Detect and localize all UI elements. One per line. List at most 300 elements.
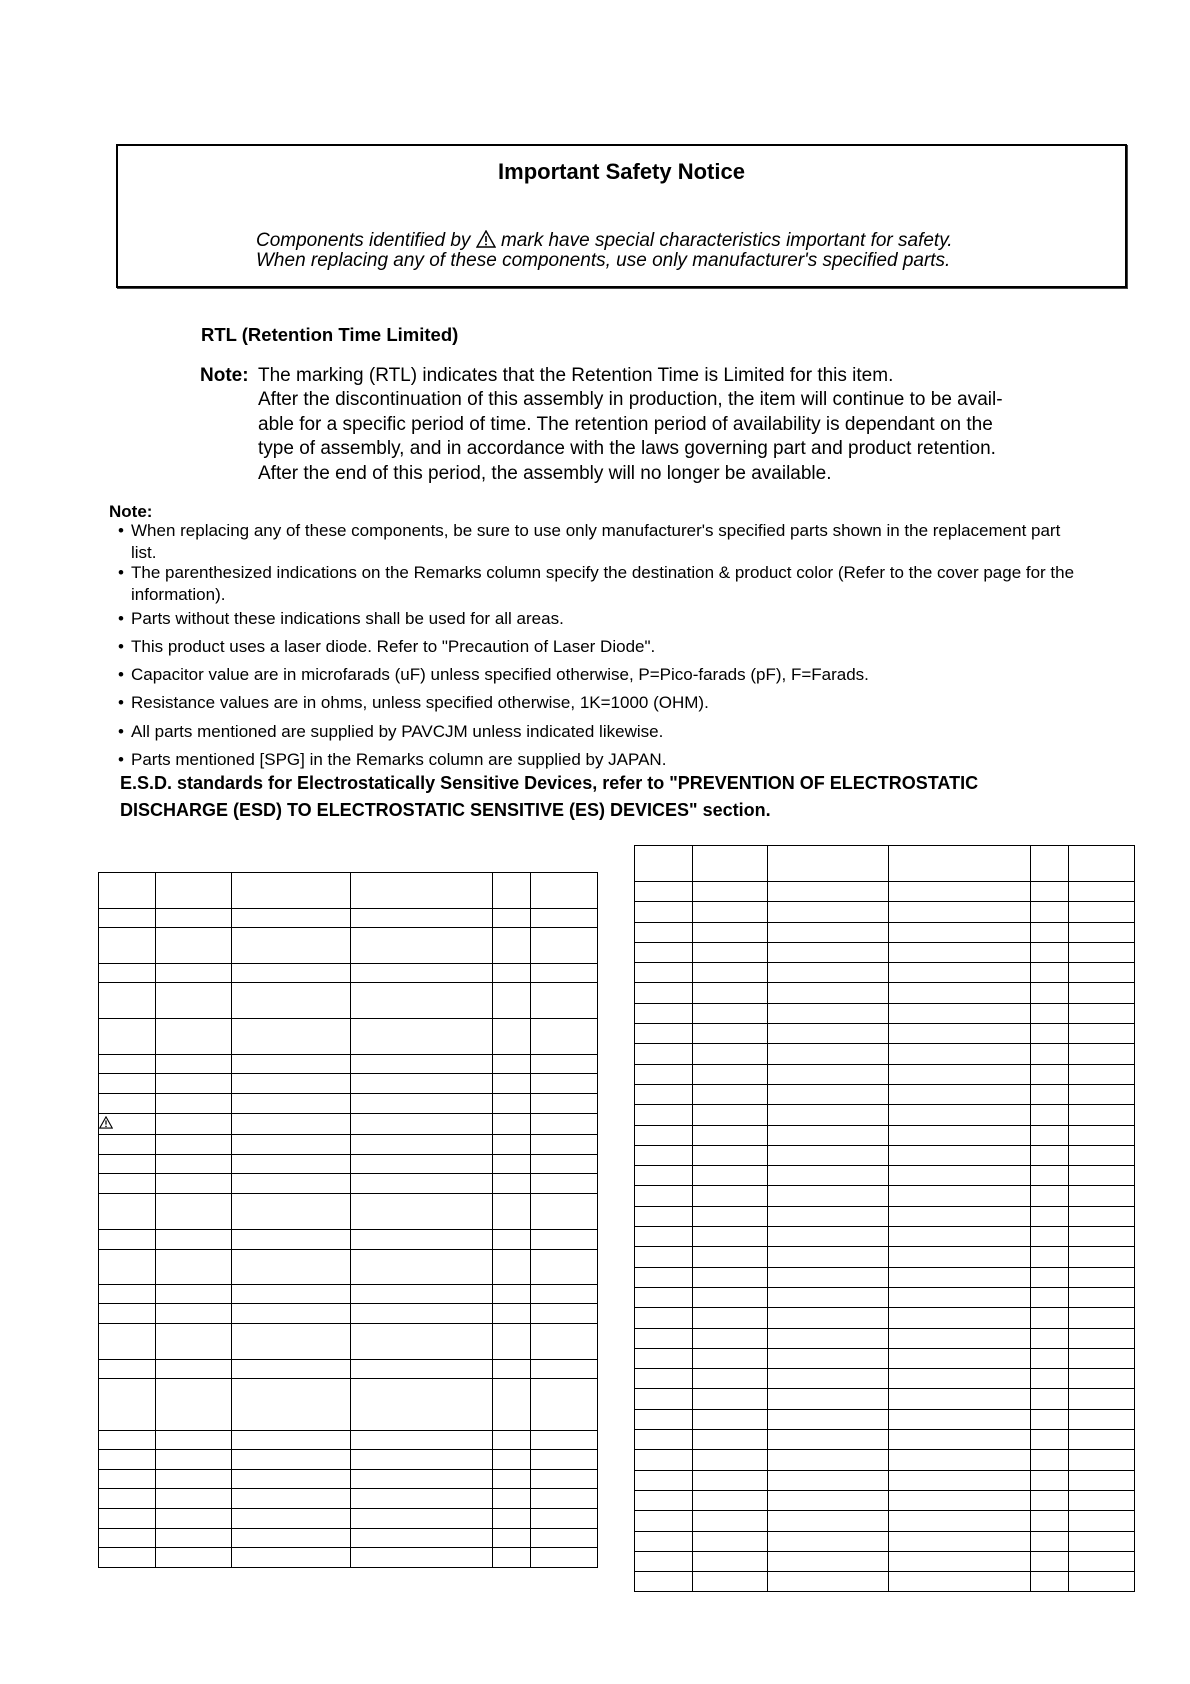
table-cell: [1069, 1470, 1135, 1490]
table-cell: [531, 1529, 598, 1548]
table-row: [99, 1114, 598, 1135]
table-cell: [156, 1324, 232, 1360]
esd-notice-line: DISCHARGE (ESD) TO ELECTROSTATIC SENSITIVE (ES) DEVICES" section.: [120, 800, 771, 820]
table-cell: [531, 1285, 598, 1304]
table-cell: [156, 1114, 232, 1135]
table-row: [635, 902, 1135, 922]
table-cell: [156, 1489, 232, 1509]
table-cell: [635, 846, 693, 882]
table-cell: [531, 1155, 598, 1174]
table-cell: [156, 1470, 232, 1489]
table-cell: [99, 1055, 156, 1074]
table-row: [635, 1409, 1135, 1429]
table-cell: [351, 928, 493, 964]
table-cell: [693, 1186, 768, 1206]
table-cell: [351, 1431, 493, 1450]
table-row: [635, 1572, 1135, 1592]
table-cell: [99, 1250, 156, 1285]
table-cell: [635, 1267, 693, 1287]
table-cell: [531, 873, 598, 909]
table-cell: [156, 909, 232, 928]
table-cell: [1031, 1409, 1069, 1429]
table-cell: [693, 882, 768, 902]
table-cell: [889, 1044, 1031, 1064]
table-cell: [531, 1548, 598, 1568]
table-cell: [1069, 1511, 1135, 1531]
table-row: [99, 1324, 598, 1360]
table-cell: [693, 1247, 768, 1267]
table-row: [635, 1024, 1135, 1044]
table-cell: [1069, 1450, 1135, 1470]
table-cell: [531, 1194, 598, 1230]
table-cell: [635, 1531, 693, 1551]
table-cell: [99, 1379, 156, 1431]
table-cell: [889, 1328, 1031, 1348]
table-cell: [635, 1308, 693, 1328]
bullet-icon: •: [118, 609, 124, 628]
table-cell: [889, 1409, 1031, 1429]
table-cell: [493, 1285, 531, 1304]
table-cell: [99, 1019, 156, 1055]
table-cell: [493, 1450, 531, 1470]
table-cell: [232, 1470, 351, 1489]
bullet-icon: •: [118, 665, 124, 684]
table-cell: [493, 1324, 531, 1360]
notes-label: Note:: [109, 502, 153, 521]
table-cell: [889, 1369, 1031, 1389]
table-cell: [1031, 1125, 1069, 1145]
table-row: [99, 1489, 598, 1509]
table-cell: [889, 1227, 1031, 1247]
table-cell: [531, 1304, 598, 1324]
table-cell: [693, 1064, 768, 1084]
table-cell: [693, 1105, 768, 1125]
table-cell: [493, 1470, 531, 1489]
table-row: [635, 1227, 1135, 1247]
table-cell: [889, 902, 1031, 922]
table-cell: [768, 1186, 889, 1206]
table-cell: [1069, 1227, 1135, 1247]
table-cell: [693, 1003, 768, 1023]
table-cell: [99, 1230, 156, 1250]
table-cell: [232, 1431, 351, 1450]
table-cell: [493, 1250, 531, 1285]
table-row: [635, 1084, 1135, 1104]
table-cell: [531, 1019, 598, 1055]
table-cell: [351, 1379, 493, 1431]
table-row: [635, 1247, 1135, 1267]
note-item-text: information).: [131, 585, 226, 604]
table-cell: [1031, 1308, 1069, 1328]
table-cell: [351, 1019, 493, 1055]
table-cell: [768, 1572, 889, 1592]
table-cell: [693, 1287, 768, 1307]
table-cell: [351, 1174, 493, 1194]
table-cell: [1069, 1267, 1135, 1287]
table-row: [635, 1348, 1135, 1368]
table-cell: [156, 1074, 232, 1094]
table-row: [99, 1379, 598, 1431]
rtl-heading: RTL (Retention Time Limited): [201, 324, 459, 345]
table-cell: [1031, 1511, 1069, 1531]
table-cell: [531, 1431, 598, 1450]
rtl-note-label: Note:: [200, 365, 249, 386]
table-cell: [693, 1308, 768, 1328]
table-cell: [768, 1470, 889, 1490]
table-row: [635, 1145, 1135, 1165]
table-cell: [635, 1287, 693, 1307]
table-cell: [635, 1105, 693, 1125]
table-cell: [1031, 1206, 1069, 1226]
table-cell: [768, 1084, 889, 1104]
table-cell: [99, 1324, 156, 1360]
table-cell: [693, 1145, 768, 1165]
table-cell: [1069, 1064, 1135, 1084]
table-header-row: [99, 873, 598, 909]
table-cell: [693, 1430, 768, 1450]
table-row: [635, 1450, 1135, 1470]
table-cell: [1031, 1084, 1069, 1104]
table-cell: [351, 1250, 493, 1285]
table-cell: [493, 1094, 531, 1114]
safety-notice-title: Important Safety Notice: [498, 159, 745, 184]
table-row: [635, 1267, 1135, 1287]
table-cell: [493, 983, 531, 1019]
table-cell: [1031, 1247, 1069, 1267]
table-cell: [1069, 1125, 1135, 1145]
table-cell: [156, 1529, 232, 1548]
table-cell: [351, 1155, 493, 1174]
bullet-icon: •: [118, 563, 124, 582]
table-cell: [635, 1450, 693, 1470]
table-cell: [156, 1055, 232, 1074]
table-row: [635, 1105, 1135, 1125]
table-cell: [232, 1074, 351, 1094]
table-cell: [1031, 983, 1069, 1003]
table-cell: [1069, 1572, 1135, 1592]
table-cell: [351, 1489, 493, 1509]
table-cell: [635, 902, 693, 922]
table-cell: [1031, 1166, 1069, 1186]
table-cell: [493, 1055, 531, 1074]
table-cell: [493, 1114, 531, 1135]
table-cell: [693, 1490, 768, 1510]
table-cell: [635, 1024, 693, 1044]
bullet-icon: •: [118, 750, 124, 769]
table-cell: [493, 1155, 531, 1174]
table-cell: [493, 1431, 531, 1450]
table-cell: [99, 1094, 156, 1114]
table-cell: [493, 1489, 531, 1509]
table-cell: [156, 964, 232, 983]
table-cell: [232, 1055, 351, 1074]
table-header-row: [635, 846, 1135, 882]
table-row: [635, 1389, 1135, 1409]
table-cell: [768, 1531, 889, 1551]
note-item-text: The parenthesized indications on the Remarks column specify the destination & product color (Refer to the cover page for the: [131, 563, 1075, 582]
table-cell: [351, 1304, 493, 1324]
table-cell: [635, 1348, 693, 1368]
table-cell: [1069, 1287, 1135, 1307]
table-cell: [1069, 922, 1135, 942]
table-cell: [768, 1064, 889, 1084]
table-cell: [232, 1019, 351, 1055]
table-row: [99, 983, 598, 1019]
table-cell: [635, 1166, 693, 1186]
table-cell: [1031, 963, 1069, 983]
note-item-text: Resistance values are in ohms, unless specified otherwise, 1K=1000 (OHM).: [131, 693, 709, 712]
table-cell: [156, 1304, 232, 1324]
table-cell: [768, 882, 889, 902]
table-cell: [693, 963, 768, 983]
table-cell: [693, 1389, 768, 1409]
table-cell: [156, 873, 232, 909]
table-cell: [889, 1572, 1031, 1592]
table-row: [99, 1529, 598, 1548]
table-cell: [889, 942, 1031, 962]
table-cell: [1031, 1389, 1069, 1409]
table-cell: [351, 1529, 493, 1548]
table-cell: [99, 1529, 156, 1548]
table-cell: [232, 1114, 351, 1135]
table-cell: [1069, 1389, 1135, 1409]
esd-notice-line: E.S.D. standards for Electrostatically Sensitive Devices, refer to "PREVENTION OF ELECTROSTATIC: [120, 773, 979, 793]
table-cell: [768, 1206, 889, 1226]
table-row: [635, 1206, 1135, 1226]
table-cell: [635, 1247, 693, 1267]
table-cell: [1069, 1531, 1135, 1551]
rtl-line: The marking (RTL) indicates that the Retention Time is Limited for this item.: [258, 365, 894, 386]
table-cell: [493, 1529, 531, 1548]
table-row: [99, 1470, 598, 1489]
table-cell: [351, 1450, 493, 1470]
table-row: [635, 1003, 1135, 1023]
table-cell: [768, 1328, 889, 1348]
table-cell: [99, 1304, 156, 1324]
table-cell: [693, 983, 768, 1003]
table-row: [99, 909, 598, 928]
table-cell: [768, 1287, 889, 1307]
parts-table-left: [98, 872, 598, 1568]
table-cell: [1031, 942, 1069, 962]
table-cell: [1031, 1328, 1069, 1348]
table-cell: [768, 1430, 889, 1450]
table-cell: [99, 1431, 156, 1450]
rtl-line: type of assembly, and in accordance with the laws governing part and product retention.: [258, 438, 996, 459]
table-cell: [768, 1145, 889, 1165]
table-cell: [156, 1155, 232, 1174]
table-cell: [99, 909, 156, 928]
table-cell: [889, 1125, 1031, 1145]
table-cell: [156, 1135, 232, 1155]
table-cell: [889, 1084, 1031, 1104]
table-cell: [531, 1074, 598, 1094]
table-cell: [889, 1511, 1031, 1531]
table-cell: [635, 1206, 693, 1226]
table-cell: [889, 1166, 1031, 1186]
table-cell: [768, 942, 889, 962]
table-row: [99, 1450, 598, 1470]
table-cell: [889, 1389, 1031, 1409]
rtl-line: After the end of this period, the assembly will no longer be available.: [258, 463, 832, 484]
table-cell: [889, 1145, 1031, 1165]
table-cell: [531, 1094, 598, 1114]
table-cell: [351, 964, 493, 983]
table-cell: [768, 1551, 889, 1571]
table-cell: [1031, 922, 1069, 942]
note-item-text: All parts mentioned are supplied by PAVCJM unless indicated likewise.: [131, 722, 664, 741]
table-cell: [232, 1285, 351, 1304]
table-cell: [351, 1470, 493, 1489]
table-cell: [889, 1024, 1031, 1044]
table-cell: [156, 1379, 232, 1431]
table-cell: [768, 1227, 889, 1247]
table-cell: [635, 1084, 693, 1104]
table-cell: [531, 1250, 598, 1285]
table-cell: [889, 1186, 1031, 1206]
table-cell: [889, 1470, 1031, 1490]
table-cell: [351, 983, 493, 1019]
table-cell: [635, 1064, 693, 1084]
table-row: [99, 1285, 598, 1304]
table-cell: [693, 1572, 768, 1592]
table-cell: [99, 928, 156, 964]
table-cell: [156, 1509, 232, 1529]
table-cell: [889, 1551, 1031, 1571]
table-cell: [493, 1548, 531, 1568]
table-cell: [232, 928, 351, 964]
table-row: [635, 983, 1135, 1003]
safety-notice-box: [116, 144, 1127, 288]
table-cell: [768, 1267, 889, 1287]
table-cell: [889, 1003, 1031, 1023]
table-cell: [635, 1186, 693, 1206]
table-cell: [493, 1174, 531, 1194]
table-cell: [635, 1389, 693, 1409]
table-row: [635, 1064, 1135, 1084]
table-cell: [1031, 1044, 1069, 1064]
table-cell: [635, 1125, 693, 1145]
table-row: [99, 1548, 598, 1568]
bullet-icon: •: [118, 722, 124, 741]
table-row: [635, 1308, 1135, 1328]
table-cell: [693, 846, 768, 882]
table-row: [99, 964, 598, 983]
table-cell: [1031, 902, 1069, 922]
table-cell: [99, 1489, 156, 1509]
table-cell: [1031, 1064, 1069, 1084]
table-cell: [99, 873, 156, 909]
table-cell: [232, 1529, 351, 1548]
table-cell: [493, 928, 531, 964]
table-cell: [693, 1551, 768, 1571]
table-cell: [768, 1409, 889, 1429]
table-cell: [156, 1450, 232, 1470]
table-cell: [768, 1003, 889, 1023]
table-cell: [156, 928, 232, 964]
rtl-line: able for a specific period of time. The retention period of availability is dependant on the: [258, 414, 993, 435]
table-cell: [693, 1450, 768, 1470]
table-row: [99, 1074, 598, 1094]
table-cell: [635, 1409, 693, 1429]
table-cell: [351, 1360, 493, 1379]
table-cell: [531, 1174, 598, 1194]
table-cell: [1069, 1409, 1135, 1429]
table-cell: [693, 1125, 768, 1145]
table-cell: [1031, 1287, 1069, 1307]
table-cell: [493, 964, 531, 983]
table-cell: [351, 1230, 493, 1250]
table-cell: [1031, 1227, 1069, 1247]
table-cell: [99, 1074, 156, 1094]
table-cell: [693, 1470, 768, 1490]
table-cell: [768, 1369, 889, 1389]
table-cell: [1069, 1369, 1135, 1389]
table-cell: [768, 1044, 889, 1064]
table-cell: [156, 1285, 232, 1304]
table-cell: [99, 1155, 156, 1174]
table-cell: [889, 1287, 1031, 1307]
table-cell: [1031, 1145, 1069, 1165]
table-cell: [1069, 1206, 1135, 1226]
table-cell: [156, 1230, 232, 1250]
table-cell: [99, 964, 156, 983]
table-cell: [232, 1230, 351, 1250]
note-item-text: Parts mentioned [SPG] in the Remarks column are supplied by JAPAN.: [131, 750, 667, 769]
table-cell: [693, 1369, 768, 1389]
table-cell: [493, 1019, 531, 1055]
table-cell: [1031, 1450, 1069, 1470]
table-cell: [232, 1194, 351, 1230]
table-row: [99, 1094, 598, 1114]
safety-notice-text: Components identified by: [256, 230, 471, 251]
table-cell: [1069, 1003, 1135, 1023]
table-cell: [1069, 846, 1135, 882]
table-cell: [768, 983, 889, 1003]
table-row: [635, 1287, 1135, 1307]
note-item-text: Capacitor value are in microfarads (uF) unless specified otherwise, P=Pico-farads (pF), F=Farads.: [131, 665, 869, 684]
table-cell: [156, 1174, 232, 1194]
table-cell: [1031, 1430, 1069, 1450]
table-row: [99, 1174, 598, 1194]
table-cell: [635, 963, 693, 983]
table-cell: [156, 1431, 232, 1450]
table-cell: [1069, 963, 1135, 983]
table-cell: [768, 1024, 889, 1044]
table-cell: [99, 1450, 156, 1470]
table-row: [635, 1511, 1135, 1531]
table-cell: [768, 963, 889, 983]
table-cell: [232, 873, 351, 909]
table-row: [99, 1230, 598, 1250]
table-cell: [768, 922, 889, 942]
table-cell: [1031, 882, 1069, 902]
table-cell: [351, 1324, 493, 1360]
table-cell: [232, 1174, 351, 1194]
table-cell: [493, 1230, 531, 1250]
table-row: [99, 1509, 598, 1529]
table-row: [635, 942, 1135, 962]
table-cell: [693, 922, 768, 942]
table-cell: [889, 882, 1031, 902]
table-cell: [531, 1135, 598, 1155]
table-cell: [693, 1511, 768, 1531]
table-cell: [493, 1509, 531, 1529]
table-cell: [99, 1509, 156, 1529]
table-cell: [1031, 1348, 1069, 1368]
table-cell: [1031, 1470, 1069, 1490]
table-cell: [351, 1074, 493, 1094]
